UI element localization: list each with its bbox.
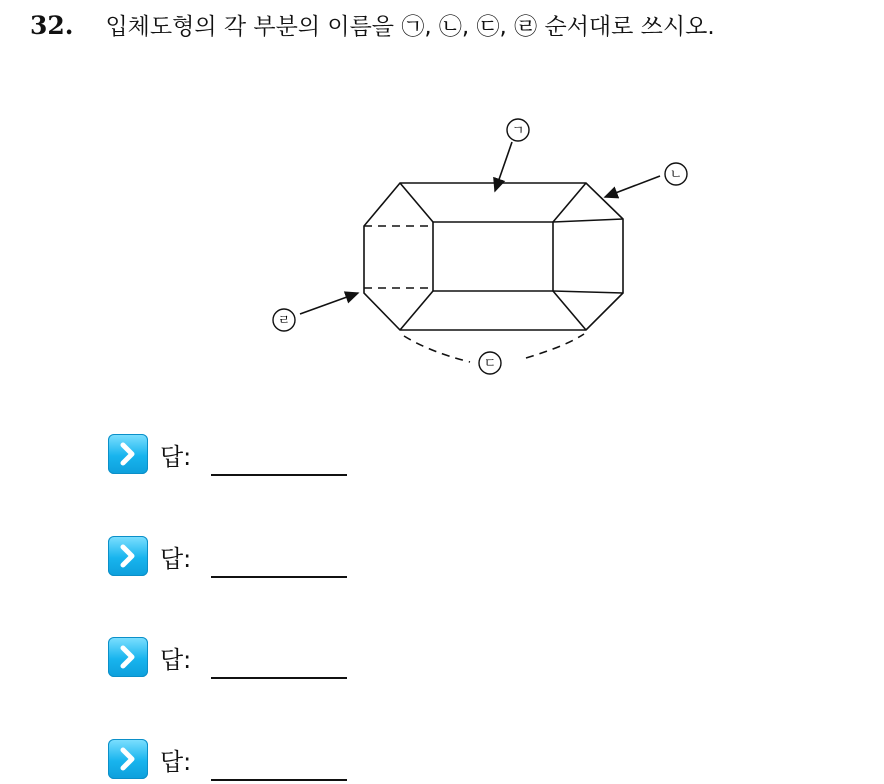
answer-row-3 <box>108 633 347 681</box>
answer-label: 답: <box>160 645 192 674</box>
arc-dash <box>526 334 584 358</box>
answer-label: 답: <box>160 747 192 776</box>
edge-line <box>553 219 623 222</box>
answer-row-2 <box>108 532 347 580</box>
label-a <box>507 119 529 141</box>
arrow-d <box>300 293 358 314</box>
svg-text:ㄹ: ㄹ <box>277 313 291 329</box>
answer-row-1 <box>108 430 347 478</box>
answer-label: 답: <box>160 442 192 471</box>
answer-blank[interactable] <box>211 751 347 781</box>
chevron-right-icon <box>108 434 148 474</box>
answer-row-4 <box>108 735 347 783</box>
svg-text:ㄷ: ㄷ <box>483 356 497 372</box>
edge-line <box>553 183 586 222</box>
question-text: 입체도형의 각 부분의 이름을 ㉠, ㉡, ㉢, ㉣ 순서대로 쓰시오. <box>105 14 715 40</box>
svg-text:ㄴ: ㄴ <box>669 167 683 183</box>
label-d <box>273 309 295 331</box>
question-number: 32. <box>30 11 74 40</box>
edge-line <box>553 291 623 293</box>
chevron-right-icon <box>108 536 148 576</box>
prism-figure <box>255 108 683 388</box>
answer-label: 답: <box>160 544 192 573</box>
arc-dash <box>404 336 470 362</box>
label-b <box>665 163 687 185</box>
answer-blank[interactable] <box>211 446 347 476</box>
answer-blank[interactable] <box>211 649 347 679</box>
edge-line <box>400 183 433 222</box>
chevron-right-icon <box>108 739 148 779</box>
edge-line <box>553 291 586 330</box>
edge-line <box>400 291 433 330</box>
question-header <box>30 8 715 41</box>
answer-blank[interactable] <box>211 548 347 578</box>
chevron-right-icon <box>108 637 148 677</box>
label-c <box>479 352 501 374</box>
svg-text:ㄱ: ㄱ <box>511 123 525 139</box>
arrow-b <box>605 176 660 197</box>
prism-outline <box>364 183 623 330</box>
